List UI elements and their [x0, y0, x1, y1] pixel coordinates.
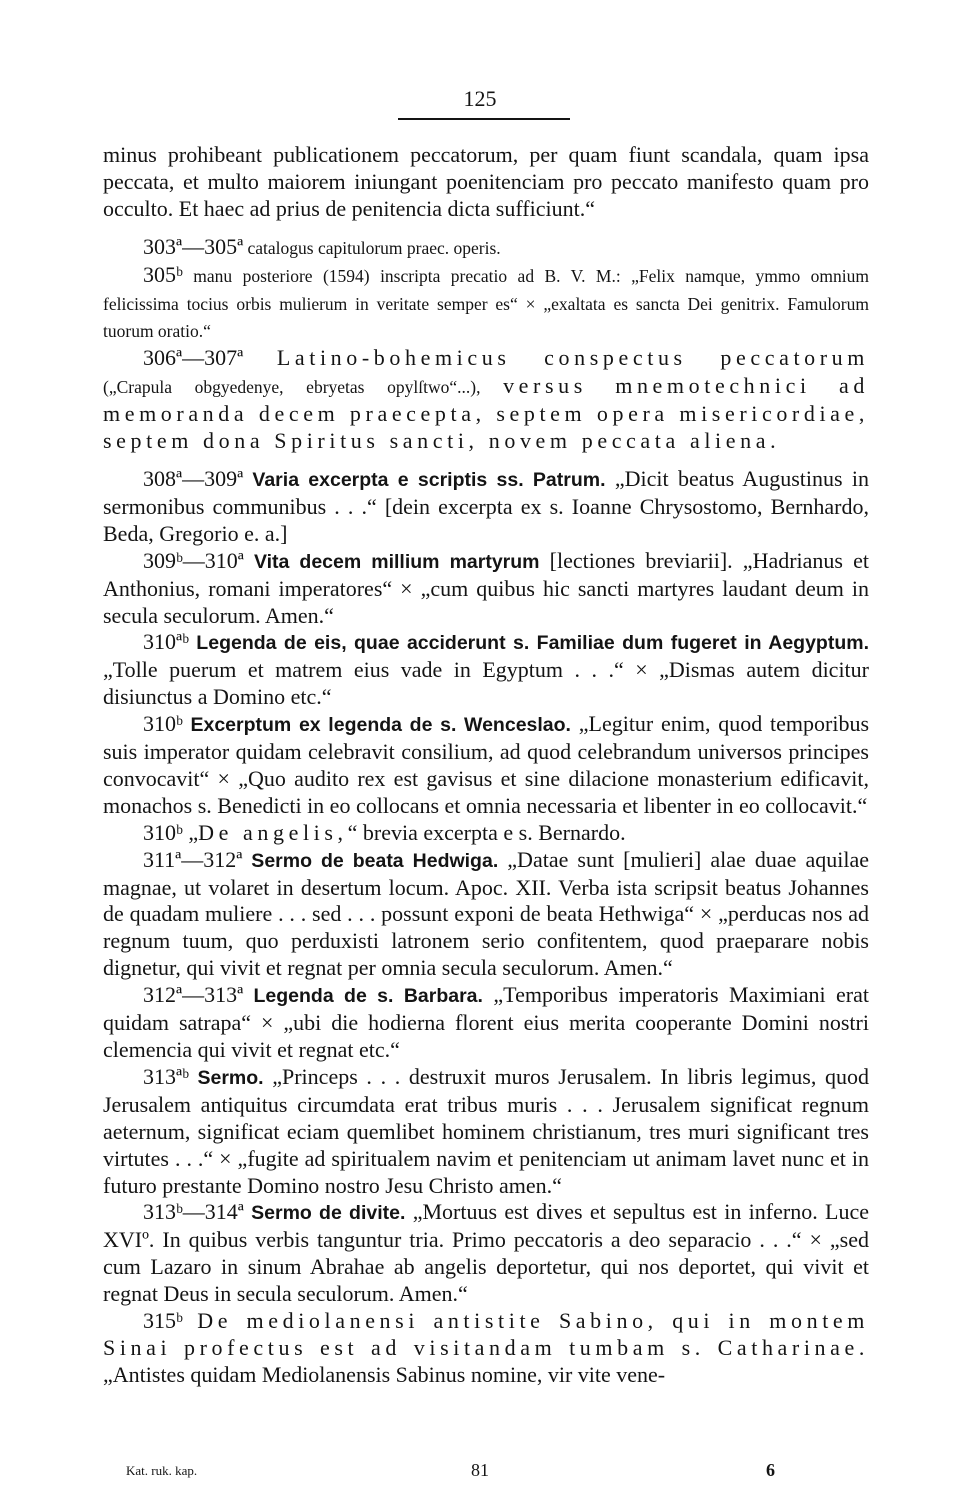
entry-311a [103, 847, 869, 983]
folio-ref: 310ᵇ [143, 711, 183, 737]
entry-text: („Crapula obgyedenye, ebryetas opylſtwo“...), [103, 377, 504, 398]
entry-313ab [103, 1064, 869, 1200]
entry-text: [lectiones breviarii]. „Hadrianus et Anthonius, romani imperatores“ × „cum quibus hic sancti martyres laudant deum in secula seculorum. Amen.“ [103, 547, 870, 628]
entry-title: Legenda de s. Barbara. [243, 985, 483, 1008]
footer-gathering-number: 6 [766, 1460, 775, 1480]
folio-ref: 303ª—305ª [143, 233, 244, 259]
footer-sheet-number: 81 [471, 1460, 489, 1480]
entry-text: manu posteriore (1594) inscripta precatio ad B. V. M.: „Felix namque, ymmo omnium felicissima tocius orbis mulierum in veritate semper es“ × „exaltata es sancta Dei genitrix. Famulorum tuorum oratio.“ [103, 265, 869, 342]
entry-title: Sermo de beata Hedwiga. [242, 849, 499, 872]
entry-text: catalogus capitulorum praec. operis. [243, 237, 501, 258]
folio-ref: 312ª—313ª [143, 982, 244, 1008]
folio-ref: 313ªᵇ [143, 1063, 189, 1089]
header-rule [398, 118, 570, 120]
entry-title: Legenda de eis, quae acciderunt s. Familiae dum fugeret in Aegyptum. [188, 632, 869, 655]
entry-title: Excerptum ex legenda de s. Wenceslao. [182, 714, 571, 737]
folio-ref: 309ᵇ—310ª [143, 547, 244, 573]
entry-text: „Princeps . . . destruxit muros Jerusalem. In libris legimus, quod Jerusalem antiquitus circumdata erat tribus muris . . . Jerusalem significat regnum aeternum, significat eciam quemlibet hominem christianum, tres muri significant tres virtutes . . .“ × „fugite ad spiritualem navim et penitenciam ut animam lavet nunc et in futuro prestante Domino nostro Jesu Christo amen.“ [103, 1063, 869, 1198]
entry-text: „Dicit beatus Augustinus in sermonibus communibus . . .“ [dein excerpta ex s. Ioanne Chrysostomo, Bernhardo, Beda, Gregorio e. a.] [103, 465, 870, 546]
entry-306a [103, 345, 869, 455]
paragraph-continuation: minus prohibeant publicationem peccatorum, per quam fiunt scandala, quam ipsa peccata, et multo maiorem iniungant poenitenciam pro peccato manifesto quam pro occulto. Et haec ad prius de penitencia dicta sufficiunt.“ [103, 142, 869, 221]
entry-spaced-title: De angelis, [198, 819, 348, 845]
page-number: 125 [463, 86, 497, 111]
footer-signature: Kat. ruk. kap. [126, 1463, 198, 1478]
entry-spaced-text: versus mnemotechnici ad memoranda decem praecepta, septem opera misericordiae, septem dona Spiritus sancti, novem peccata aliena. [103, 373, 869, 454]
folio-ref: 313ᵇ—314ª [143, 1199, 244, 1225]
entry-312a [103, 982, 869, 1064]
entry-text: „ [182, 819, 199, 845]
entry-text: „Temporibus imperatoris Maximiani erat quidam satrapa“ × „ubi die hodierna florent eius merita cooperante Domini nostri clemencia qui vivit et regnat etc.“ [103, 982, 870, 1062]
entry-310b-wenceslao [103, 711, 869, 820]
folio-ref: 310ᵇ [143, 819, 183, 845]
folio-ref: 311ª—312ª [143, 846, 243, 872]
folio-ref: 308ª—309ª [143, 465, 244, 491]
entry-title: Vita decem millium martyrum [243, 550, 540, 573]
entry-title: Varia excerpta e scriptis ss. Patrum. [243, 468, 606, 491]
folio-ref: 306ª—307ª [143, 345, 244, 371]
entry-315b [103, 1308, 869, 1389]
folio-ref: 310ªᵇ [143, 629, 189, 655]
entry-text: „Antistes quidam Mediolanensis Sabinus nomine, vir vite vene- [103, 1361, 666, 1387]
entry-text: “ brevia excerpta e s. Bernardo. [347, 819, 626, 845]
entry-text: „Datae sunt [mulieri] alae duae aquilae magnae, ut volaret in desertum locum. Apoc. XII. Verba ista scripsit beatus Johannes de quadam muliere . . . sed . . . possunt exponi de beata Hethwiga“ × „perducas nos ad regnum tuum, quo perduxisti latronem serio confitentem, quod praeparare nobis dignetur, qui vivit et regnat per omnia secula seculorum. Amen.“ [103, 846, 869, 981]
entry-text: „Mortuus est dives et sepultus est in inferno. Luce XVIº. In quibus verbis tanguntur tria. Primo peccatoris a deo separacio . . .“ × „sed cum Lazaro in sinum Abrahae ab angelis deportetur, qui nos deportet, qui vivit et regnat Deus in secula seculorum. Amen.“ [103, 1199, 869, 1307]
entry-310b-angelis [103, 820, 869, 847]
entry-313b [103, 1199, 869, 1308]
entry-title: Sermo de divite. [243, 1202, 406, 1225]
entry-305b [103, 262, 869, 346]
entry-text: „Legitur enim, quod temporibus suis imperator quidam celebravit consilium, ad quod celebrandum universos principes convocavit“ × „Quo audito rex est gavisus et sine dilacione monasterium edificavit, monachos s. Benedicti in eo collocans et omnia necessaria et libenter in eo collocavit.“ [103, 711, 870, 818]
text-body [103, 142, 869, 1389]
entry-spaced-title: De mediolanensi antistite Sabino, qui in montem Sinai profectus est ad visitandam tumbam s. Catharinae. [103, 1308, 869, 1360]
entry-310ab [103, 629, 869, 711]
folio-ref: 315ᵇ [143, 1308, 183, 1334]
entry-308a [103, 466, 869, 548]
entry-303a [103, 234, 869, 262]
entry-title: Sermo. [188, 1066, 264, 1089]
entry-spaced-title: Latino-bohemicus conspectus peccatorum [243, 345, 869, 371]
entry-309b [103, 548, 869, 630]
folio-ref: 305ᵇ [143, 261, 183, 287]
entry-text: „Tolle puerum et matrem eius vade in Egyptum . . .“ × „Dismas autem dicitur disiunctus a Domino etc.“ [103, 657, 869, 710]
